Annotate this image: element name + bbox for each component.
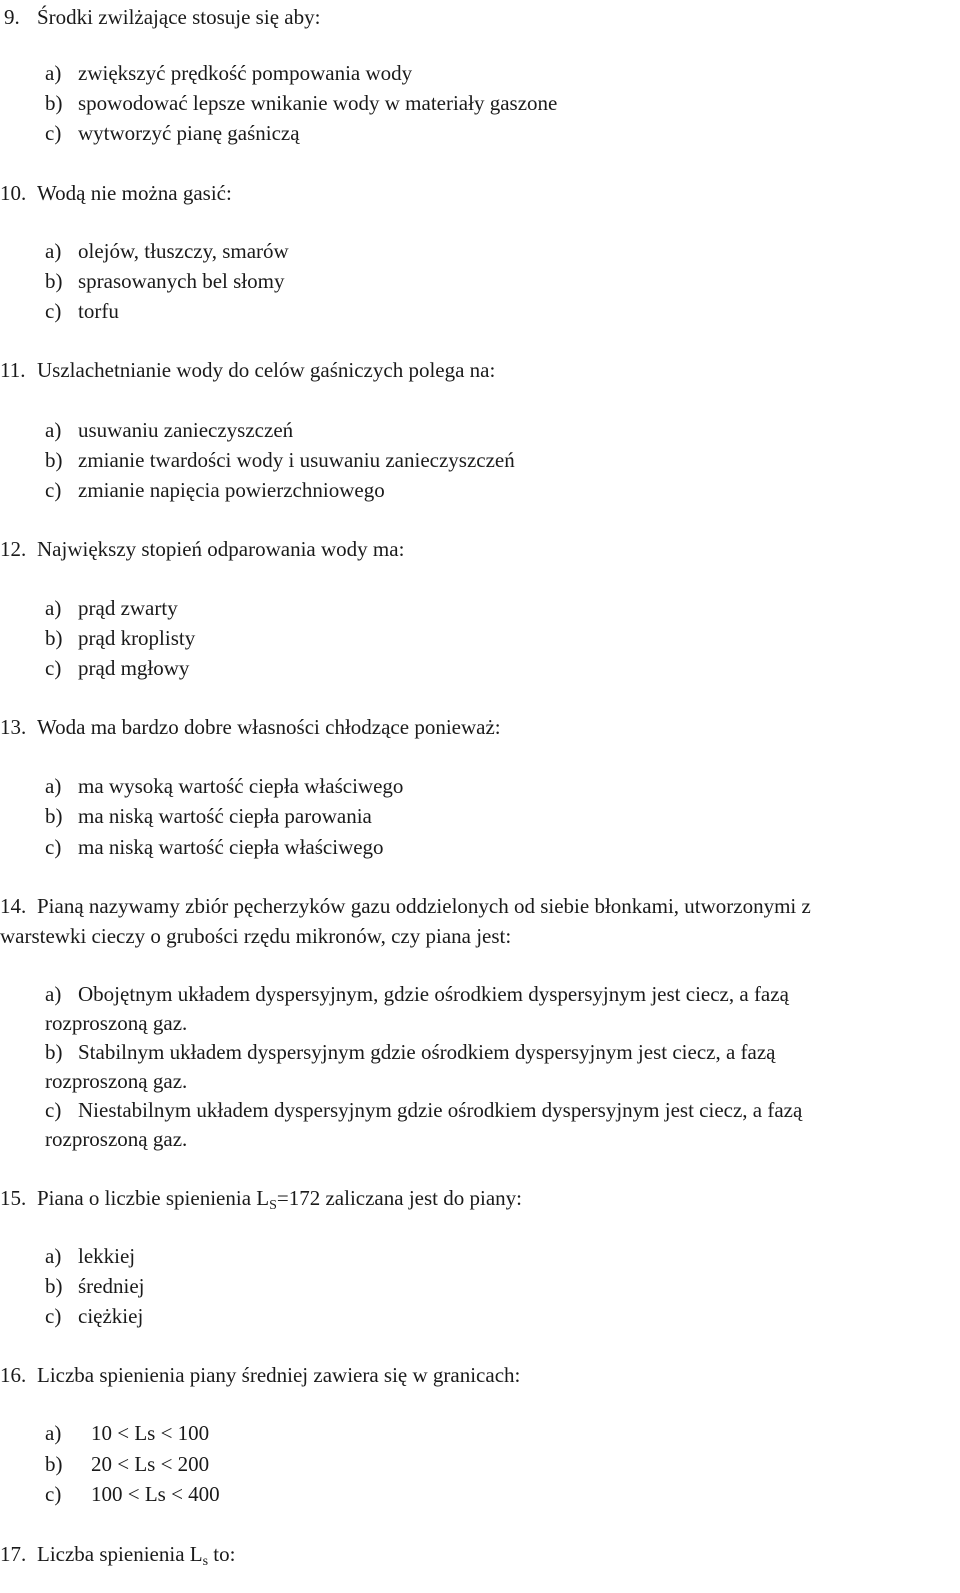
question-number: 11.	[0, 358, 26, 382]
option-text: lekkiej	[78, 1244, 136, 1268]
option-text: 100 < Ls < 400	[91, 1482, 220, 1506]
question-text-post: =172 zaliczana jest do piany:	[276, 1186, 522, 1210]
option-letter: b)	[45, 1452, 63, 1476]
option-text: sprasowanych bel słomy	[78, 269, 285, 293]
question-text: Pianą nazywamy zbiór pęcherzyków gazu oddzielonych od siebie błonkami, utworzonymi z	[37, 894, 811, 918]
option-text: spowodować lepsze wnikanie wody w materiały gaszone	[78, 91, 558, 115]
option-text-continuation: rozproszoną gaz.	[45, 1127, 188, 1151]
option-text: prąd zwarty	[78, 596, 178, 620]
option-letter: a)	[45, 61, 62, 85]
option-letter: b)	[45, 1274, 63, 1298]
question-number: 14.	[0, 894, 27, 918]
option-letter: b)	[45, 626, 63, 650]
subscript: s	[202, 1554, 209, 1569]
question-number: 12.	[0, 537, 27, 561]
option-text: wytworzyć pianę gaśniczą	[78, 121, 300, 145]
option-letter: b)	[45, 91, 63, 115]
option-text: ma wysoką wartość ciepła właściwego	[78, 774, 404, 798]
question-text-pre: Piana o liczbie spienienia L	[37, 1186, 270, 1210]
option-text: torfu	[78, 299, 119, 323]
option-letter: a)	[45, 982, 62, 1006]
question-text: Uszlachetnianie wody do celów gaśniczych polega na:	[37, 358, 496, 382]
option-letter: c)	[45, 299, 62, 323]
option-text: ciężkiej	[78, 1304, 144, 1328]
option-text: usuwaniu zanieczyszczeń	[78, 418, 294, 442]
option-letter: c)	[45, 1304, 62, 1328]
option-text-continuation: rozproszoną gaz.	[45, 1011, 188, 1035]
question-number: 13.	[0, 715, 27, 739]
option-text: 20 < Ls < 200	[91, 1452, 210, 1476]
option-letter: a)	[45, 1244, 62, 1268]
option-text: prąd kroplisty	[78, 626, 196, 650]
subscript: S	[269, 1198, 277, 1213]
option-text: średniej	[78, 1274, 145, 1298]
option-text: zmianie napięcia powierzchniowego	[78, 478, 385, 502]
option-text: Obojętnym układem dyspersyjnym, gdzie ośrodkiem dyspersyjnym jest ciecz, a fazą	[78, 982, 789, 1006]
option-text: ma niską wartość ciepła właściwego	[78, 835, 384, 859]
question-text-pre: Liczba spienienia L	[37, 1542, 203, 1566]
question-text-continuation: warstewki cieczy o grubości rzędu mikronów, czy piana jest:	[0, 924, 512, 948]
option-text: prąd mgłowy	[78, 656, 190, 680]
question-number: 15.	[0, 1186, 27, 1210]
option-letter: c)	[45, 478, 62, 502]
option-letter: b)	[45, 804, 63, 828]
question-text: Woda ma bardzo dobre własności chłodzące ponieważ:	[37, 715, 501, 739]
option-text: zwiększyć prędkość pompowania wody	[78, 61, 413, 85]
option-letter: c)	[45, 835, 62, 859]
option-letter: a)	[45, 596, 62, 620]
option-letter: a)	[45, 1421, 62, 1445]
question-number: 16.	[0, 1363, 27, 1387]
option-text: Stabilnym układem dyspersyjnym gdzie ośrodkiem dyspersyjnym jest ciecz, a fazą	[78, 1040, 776, 1064]
question-number: 17.	[0, 1542, 27, 1566]
question-number: 10.	[0, 181, 27, 205]
option-letter: c)	[45, 656, 62, 680]
question-text: Środki zwilżające stosuje się aby:	[37, 5, 321, 29]
option-letter: a)	[45, 774, 62, 798]
option-text: zmianie twardości wody i usuwaniu zanieczyszczeń	[78, 448, 515, 472]
option-letter: c)	[45, 1098, 62, 1122]
option-letter: c)	[45, 1482, 62, 1506]
question-text: Liczba spienienia piany średniej zawiera się w granicach:	[37, 1363, 521, 1387]
option-text-continuation: rozproszoną gaz.	[45, 1069, 188, 1093]
option-letter: b)	[45, 448, 63, 472]
option-text: olejów, tłuszczy, smarów	[78, 239, 289, 263]
option-letter: c)	[45, 121, 62, 145]
option-text: 10 < Ls < 100	[91, 1421, 210, 1445]
question-number: 9.	[4, 5, 20, 29]
option-text: Niestabilnym układem dyspersyjnym gdzie ośrodkiem dyspersyjnym jest ciecz, a fazą	[78, 1098, 803, 1122]
question-text-post: to:	[208, 1542, 236, 1566]
option-letter: a)	[45, 239, 62, 263]
option-letter: a)	[45, 418, 62, 442]
question-text: Wodą nie można gasić:	[37, 181, 232, 205]
question-text	[37, 1541, 235, 1575]
question-text	[37, 1185, 522, 1219]
question-text: Największy stopień odparowania wody ma:	[37, 537, 405, 561]
option-letter: b)	[45, 269, 63, 293]
option-text: ma niską wartość ciepła parowania	[78, 804, 372, 828]
option-letter: b)	[45, 1040, 63, 1064]
